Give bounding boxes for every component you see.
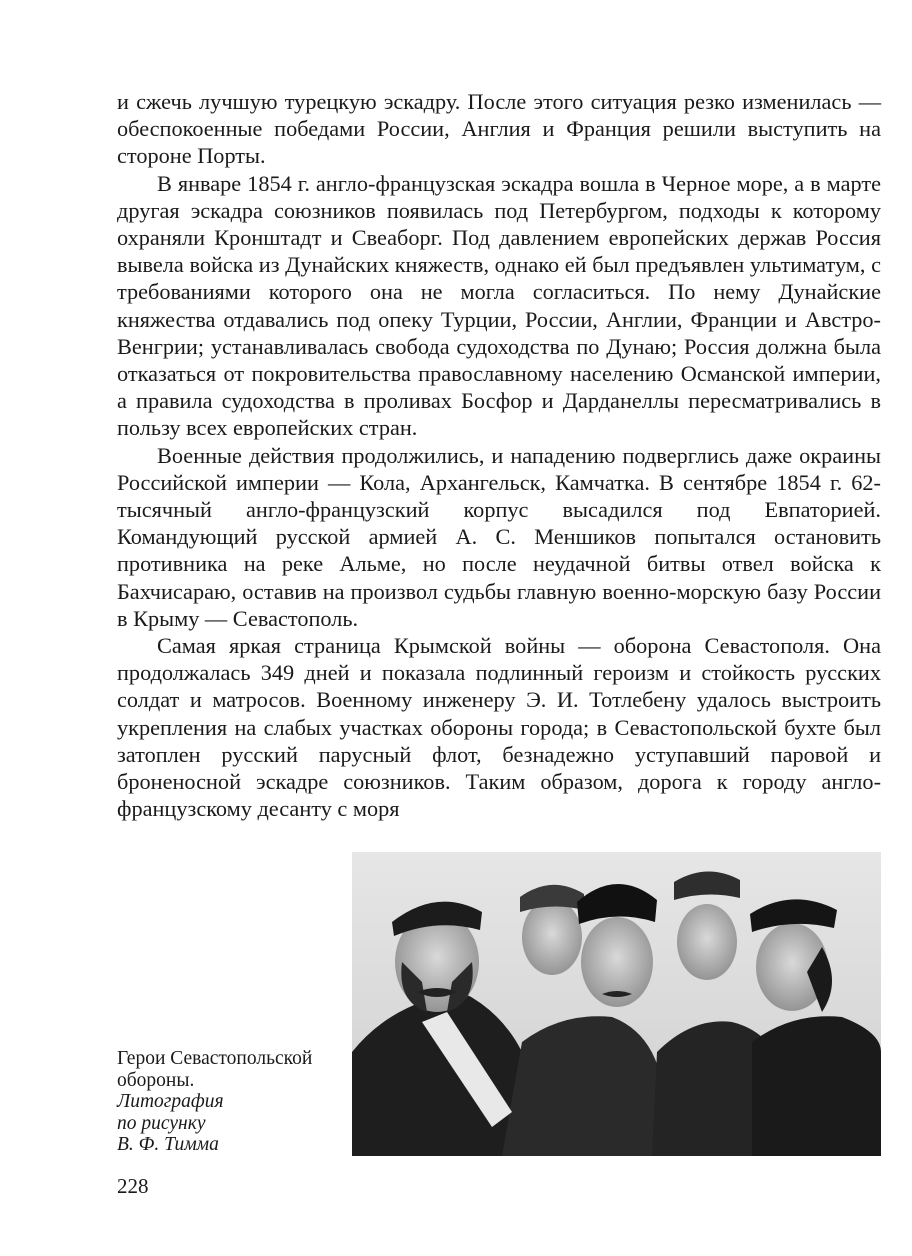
paragraph-1: и сжечь лучшую турецкую эскадру. После этого ситуация резко изменилась — обеспокоенные победами России, Англия и Франция решили выступить на стороне Порты. [117, 89, 881, 169]
lithograph-illustration [352, 852, 881, 1156]
paragraph-3: Военные действия продолжились, и нападению подверглись даже окраины Российской империи — Кола, Архангельск, Камчатка. В сентябре 1854 г. 62-тысячный англо-французский корпус высадился под Евпаторией. Командующий русской армией А. С. Меншиков попытался остановить противника на реке Альме, но после неудачной битвы отвел войска к Бахчисараю, оставив на произвол судьбы главную военно-морскую базу России в Крыму — Севастополь. [117, 442, 881, 631]
page-number: 228 [117, 1174, 149, 1198]
paragraph-4: Самая яркая страница Крымской войны — оборона Севастополя. Она продолжалась 349 дней и показала подлинный героизм и стойкость русских солдат и матросов. Военному инженеру Э. И. Тотлебену удалось выстроить укрепления на слабых участках обороны города; в Севастопольской бухте был затоплен русский парусный флот, безнадежно уступавший паровой и броненосной эскадре союзников. Таким образом, дорога к городу англо-французскому десанту с моря [117, 633, 881, 822]
caption-title-line-2: обороны. [117, 1069, 195, 1091]
illustration-caption [117, 1048, 347, 1156]
caption-source-line-2: по рисунку [117, 1112, 206, 1134]
caption-author: В. Ф. Тимма [117, 1134, 219, 1156]
caption-source-line-1: Литография [117, 1091, 224, 1113]
caption-title-line-1: Герои Севастопольской [117, 1048, 313, 1069]
main-text [117, 88, 881, 822]
soldiers-portrait-image [352, 852, 881, 1156]
paragraph-2: В январе 1854 г. англо-французская эскадра вошла в Черное море, а в марте другая эскадра союзников появилась под Петербургом, подходы к которому охраняли Кронштадт и Свеаборг. Под давлением европейских держав Россия вывела войска из Дунайских княжеств, однако ей был предъявлен ультиматум, с требованиями которого она не могла согласиться. По нему Дунайские княжества отдавались под опеку Турции, России, Англии, Франции и Австро-Венгрии; устанавливалась свобода судоходства по Дунаю; Россия должна была отказаться от покровительства православному населению Османской империи, а правила судоходства в проливах Босфор и Дарданеллы пересматривались в пользу всех европейских стран. [117, 170, 881, 441]
